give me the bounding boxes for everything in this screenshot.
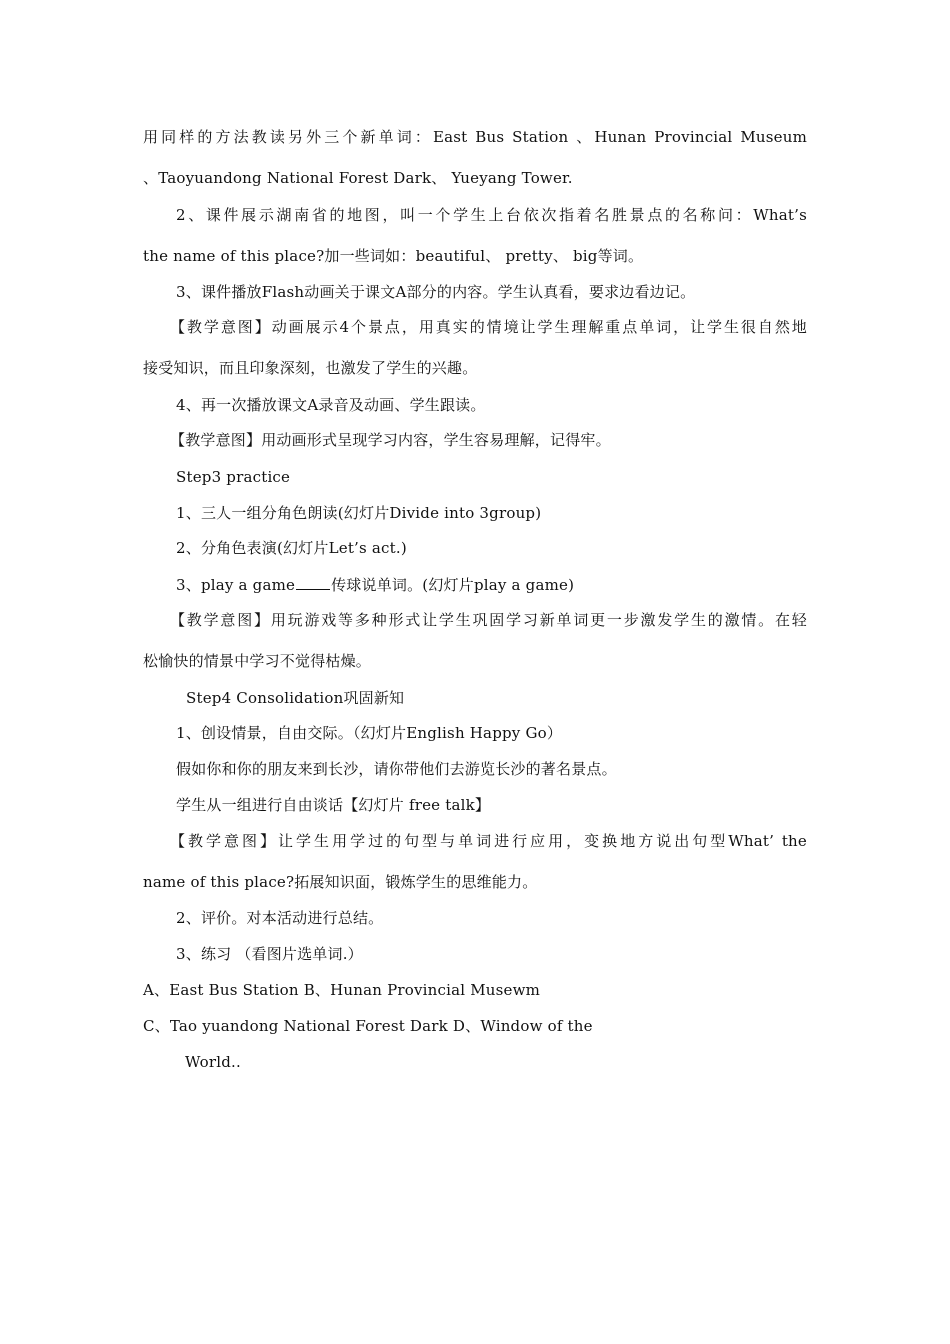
exercise-options-line: C、Tao yuandong National Forest Dark D、Window of the (143, 1017, 593, 1035)
fill-in-blank (296, 575, 330, 590)
game-label: 3、play a game (176, 576, 296, 594)
paragraph-line: 学生从一组进行自由谈话【幻灯片 free talk】 (176, 796, 491, 814)
paragraph-line: 【教学意图】用动画形式呈现学习内容，学生容易理解，记得牢。 (170, 431, 611, 449)
paragraph-line: 2、分角色表演(幻灯片Let’s act.) (176, 539, 407, 557)
paragraph-line: 【教学意图】动画展示4个景点，用真实的情境让学生理解重点单词，让学生很自然地 (170, 318, 807, 336)
paragraph-line: 3、练习 （看图片选单词.） (176, 945, 363, 963)
exercise-options-line: A、East Bus Station B、Hunan Provincial Musewm (143, 981, 541, 999)
paragraph-line: name of this place?拓展知识面，锻炼学生的思维能力。 (143, 873, 538, 891)
game-description: 传球说单词。(幻灯片play a game) (331, 576, 575, 594)
paragraph-line: 【教学意图】用玩游戏等多种形式让学生巩固学习新单词更一步激发学生的激情。在轻 (170, 611, 807, 629)
paragraph-line: 4、再一次播放课文A录音及动画、学生跟读。 (176, 396, 486, 414)
paragraph-line: 、Taoyuandong National Forest Dark、 Yueyang Tower. (143, 169, 573, 187)
paragraph-line: 假如你和你的朋友来到长沙，请你带他们去游览长沙的著名景点。 (176, 760, 617, 778)
paragraph-line: 2、课件展示湖南省的地图，叫一个学生上台依次指着名胜景点的名称问：What’s (176, 206, 807, 224)
paragraph-line (176, 575, 574, 595)
paragraph-line: 1、三人一组分角色朗读(幻灯片Divide into 3group) (176, 504, 542, 522)
paragraph-line: 2、评价。对本活动进行总结。 (176, 909, 384, 927)
section-heading: Step3 practice (176, 468, 291, 486)
paragraph-line: 1、创设情景，自由交际。（幻灯片English Happy Go） (176, 724, 563, 742)
section-heading: Step4 Consolidation巩固新知 (186, 689, 405, 707)
paragraph-line: 接受知识，而且印象深刻，也激发了学生的兴趣。 (143, 359, 478, 377)
paragraph-line: 【教学意图】让学生用学过的句型与单词进行应用，变换地方说出句型What’ the (170, 832, 807, 850)
paragraph-line: 3、课件播放Flash动画关于课文A部分的内容。学生认真看，要求边看边记。 (176, 283, 696, 301)
exercise-options-line: World.. (185, 1053, 241, 1071)
paragraph-line: 松愉快的情景中学习不觉得枯燥。 (143, 652, 372, 670)
paragraph-line: 用同样的方法教读另外三个新单词：East Bus Station 、Hunan Provincial Museum (143, 128, 807, 146)
paragraph-line: the name of this place?加一些词如：beautiful、 pretty、 big等词。 (143, 247, 644, 265)
